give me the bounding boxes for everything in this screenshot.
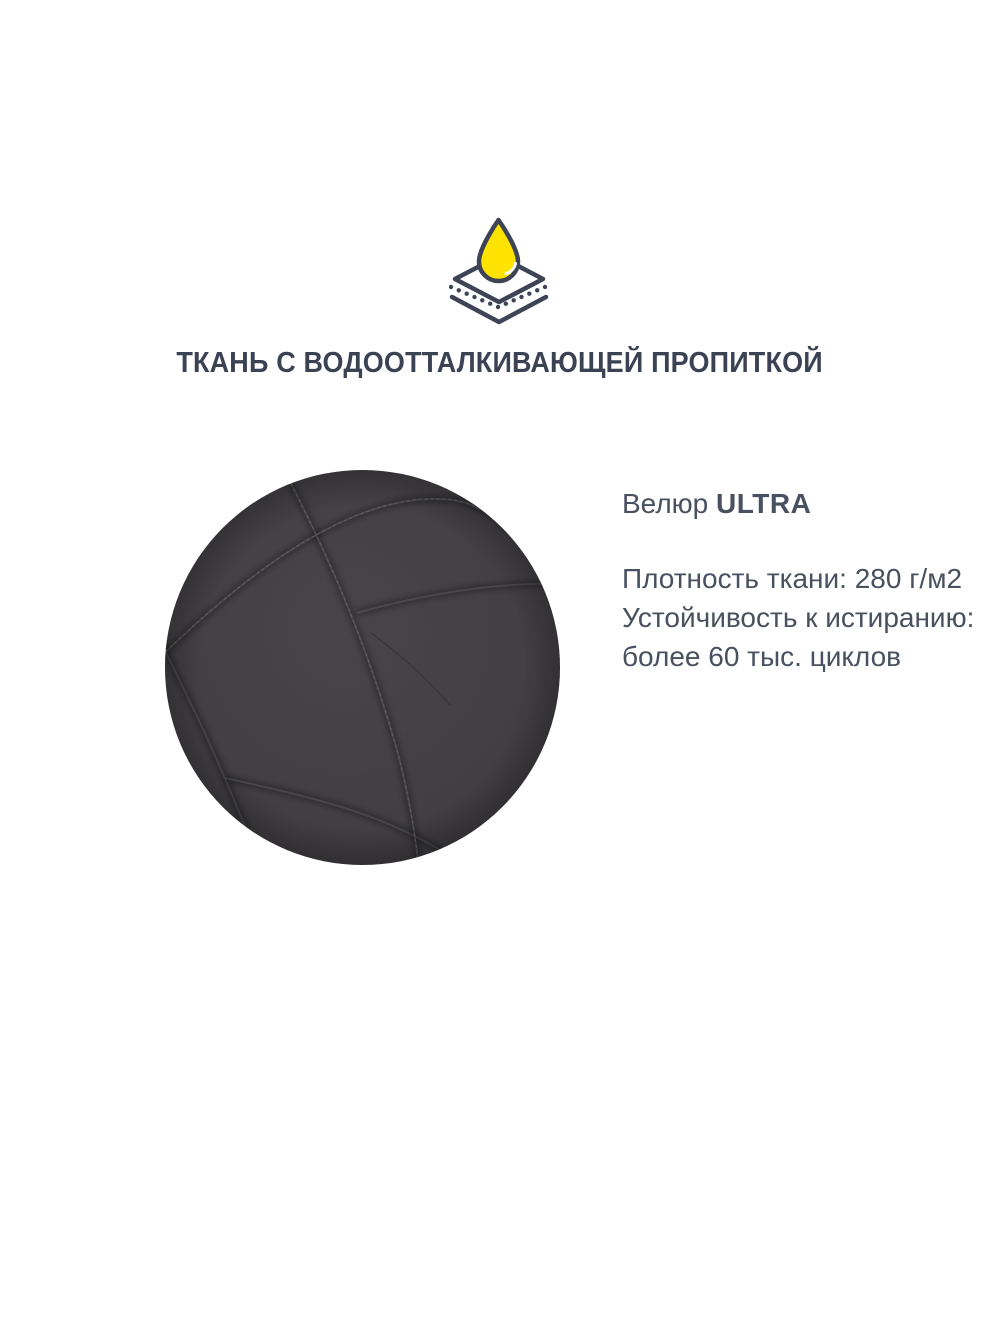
- material-label: Велюр: [622, 488, 709, 519]
- material-title: [622, 487, 982, 521]
- water-repellent-fabric-icon: [449, 217, 549, 329]
- spec-list: [622, 559, 992, 676]
- page-title: ТКАНЬ С ВОДООТТАЛКИВАЮЩЕЙ ПРОПИТКОЙ: [176, 347, 824, 379]
- material-name: ULTRA: [716, 488, 812, 519]
- water-drop-icon: [479, 220, 518, 281]
- spec-line-abrasion: Устойчивость к истиранию:: [622, 602, 975, 633]
- spec-line-density: Плотность ткани: 280 г/м2: [622, 563, 963, 594]
- spec-line-cycles: более 60 тыс. циклов: [622, 641, 902, 672]
- fabric-swatch-image: [165, 470, 560, 865]
